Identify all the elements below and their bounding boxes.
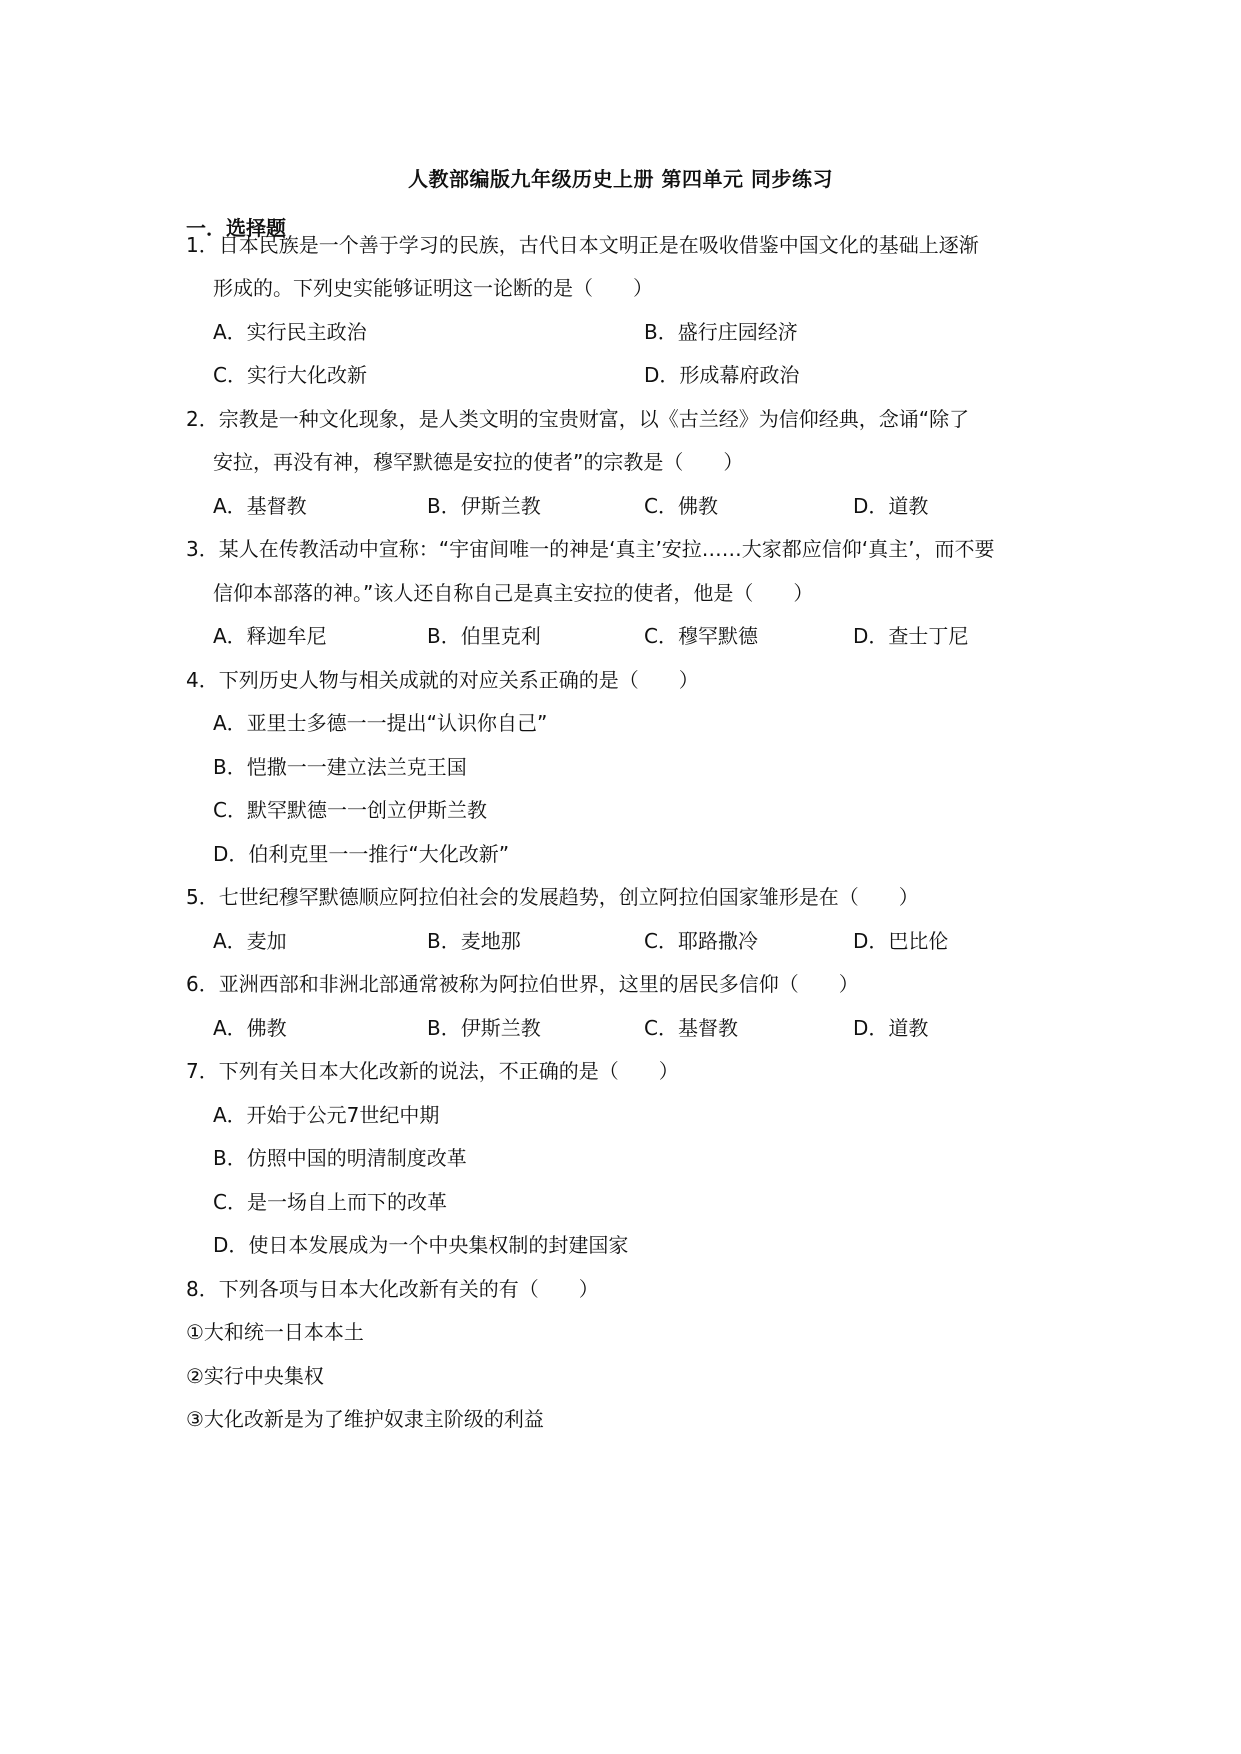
question-2-option-c: C．佛教 [644,494,718,518]
question-3-option-a: A．释迦牟尼 [213,624,327,648]
question-7-option-c: C．是一场自上而下的改革 [213,1190,447,1214]
question-2-option-b: B．伊斯兰教 [427,494,541,518]
question-6-option-b: B．伊斯兰教 [427,1016,541,1040]
question-4-option-a: A．亚里士多德一一提出“认识你自己” [213,711,548,735]
section-heading: 一．选择题 [186,216,286,240]
question-4-option-d: D．伯利克里一一推行“大化改新” [213,842,510,866]
question-1-stem-line-1: 1．日本民族是一个善于学习的民族，古代日本文明正是在吸收借鉴中国文化的基础上逐渐 [186,233,979,257]
question-3-option-d: D．查士丁尼 [853,624,969,648]
question-5-option-a: A．麦加 [213,929,287,953]
question-5-option-d: D．巴比伦 [853,929,949,953]
question-2-option-d: D．道教 [853,494,929,518]
question-5-stem: 5．七世纪穆罕默德顺应阿拉伯社会的发展趋势，创立阿拉伯国家雏形是在（ ） [186,885,919,909]
question-1-option-d: D．形成幕府政治 [644,363,800,387]
question-8-stem: 8．下列各项与日本大化改新有关的有（ ） [186,1277,599,1301]
question-8-item-2: ②实行中央集权 [186,1364,324,1388]
question-3-stem-line-1: 3．某人在传教活动中宣称：“宇宙间唯一的神是‘真主’安拉……大家都应信仰‘真主’，而不要 [186,537,995,561]
question-1-option-a: A．实行民主政治 [213,320,367,344]
question-6-option-c: C．基督教 [644,1016,738,1040]
question-3-option-c: C．穆罕默德 [644,624,758,648]
question-6-stem: 6．亚洲西部和非洲北部通常被称为阿拉伯世界，这里的居民多信仰（ ） [186,972,859,996]
question-4-stem: 4．下列历史人物与相关成就的对应关系正确的是（ ） [186,668,699,692]
question-3-option-b: B．伯里克利 [427,624,541,648]
question-7-option-d: D．使日本发展成为一个中央集权制的封建国家 [213,1233,629,1257]
question-8-item-3: ③大化改新是为了维护奴隶主阶级的利益 [186,1407,544,1431]
question-5-option-c: C．耶路撒冷 [644,929,758,953]
question-6-option-d: D．道教 [853,1016,929,1040]
question-6-option-a: A．佛教 [213,1016,287,1040]
question-4-option-b: B．恺撒一一建立法兰克王国 [213,755,467,779]
question-4-option-c: C．默罕默德一一创立伊斯兰教 [213,798,487,822]
question-1-stem-line-2: 形成的。下列史实能够证明这一论断的是（ ） [213,276,653,300]
question-1-option-c: C．实行大化改新 [213,363,367,387]
question-2-stem-line-1: 2．宗教是一种文化现象，是人类文明的宝贵财富，以《古兰经》为信仰经典，念诵“除了 [186,407,970,431]
question-7-option-a: A．开始于公元7世纪中期 [213,1103,440,1127]
question-8-item-1: ①大和统一日本本土 [186,1320,364,1344]
question-2-stem-line-2: 安拉，再没有神，穆罕默德是安拉的使者”的宗教是（ ） [213,450,744,474]
question-5-option-b: B．麦地那 [427,929,521,953]
document-title: 人教部编版九年级历史上册 第四单元 同步练习 [408,167,833,191]
question-7-option-b: B．仿照中国的明清制度改革 [213,1146,467,1170]
question-7-stem: 7．下列有关日本大化改新的说法，不正确的是（ ） [186,1059,679,1083]
question-1-option-b: B．盛行庄园经济 [644,320,798,344]
question-2-option-a: A．基督教 [213,494,307,518]
question-3-stem-line-2: 信仰本部落的神。”该人还自称自己是真主安拉的使者，他是（ ） [213,581,814,605]
